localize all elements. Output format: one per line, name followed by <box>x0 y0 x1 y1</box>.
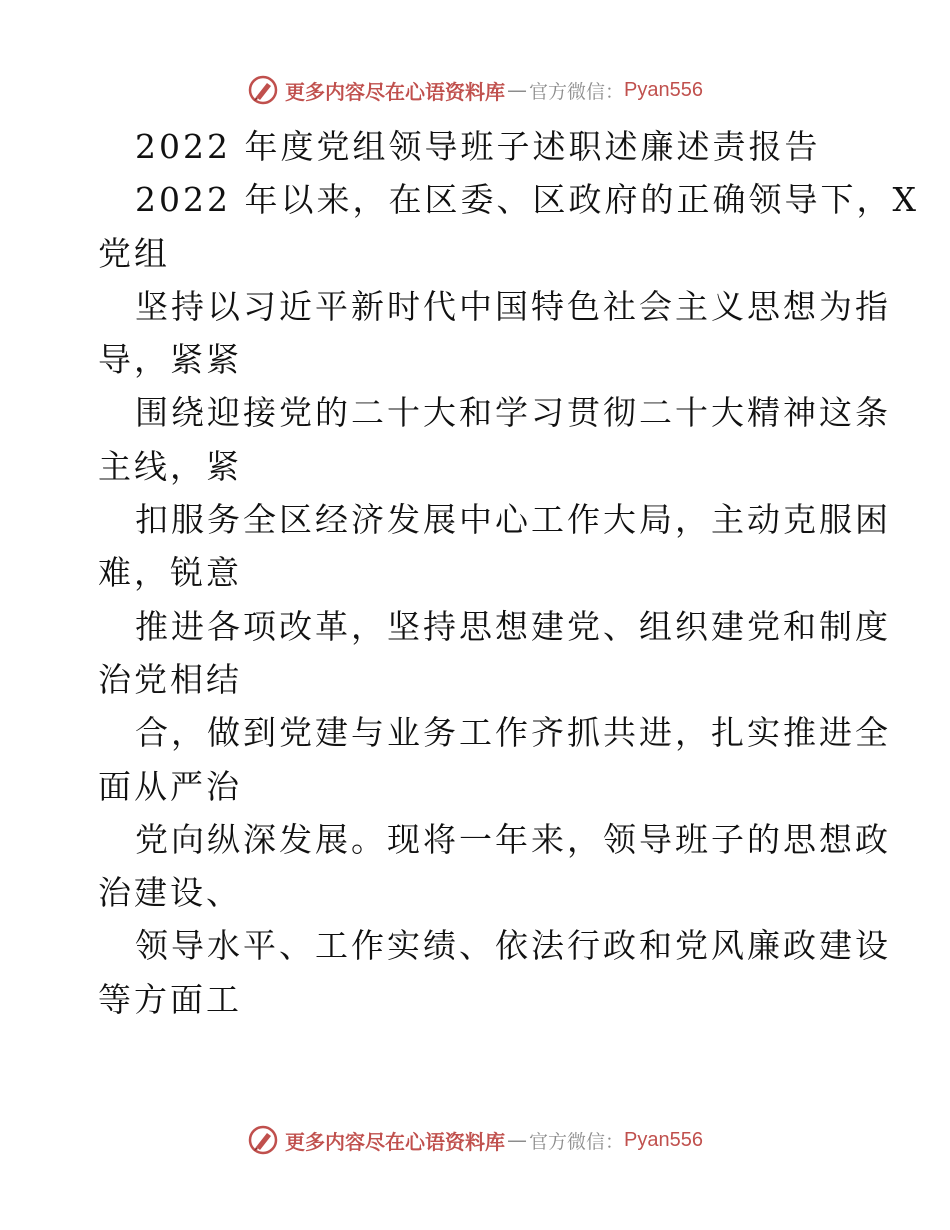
banner-main-text: 更多内容尽在心语资料库 <box>285 1129 505 1154</box>
text-line: 面从严治 <box>98 766 242 806</box>
banner-wechat-id: Pyan556 <box>624 78 703 101</box>
footer-watermark-banner <box>0 1120 950 1160</box>
text-line: 治建设、 <box>98 873 242 913</box>
pen-logo-icon <box>247 1124 279 1156</box>
text-line: 扣服务全区经济发展中心工作大局，主动克服困 <box>135 500 891 540</box>
document-title: 2022 年度党组领导班子述职述廉述责报告 <box>135 127 821 166</box>
text-line: 2022 年以来，在区委、区政府的正确领导下，X <box>135 180 919 220</box>
banner-wechat-label: 官方微信： <box>529 1130 625 1153</box>
text-line: 党组 <box>98 233 170 273</box>
banner-dash: — <box>507 78 527 102</box>
text-line: 坚持以习近平新时代中国特色社会主义思想为指 <box>135 286 891 326</box>
text-line: 推进各项改革，坚持思想建党、组织建党和制度 <box>135 606 891 646</box>
banner-wechat-label: 官方微信： <box>529 80 625 103</box>
header-watermark-banner <box>0 70 950 110</box>
pen-logo-icon <box>247 74 279 106</box>
text-line: 导，紧紧 <box>98 340 242 380</box>
text-line: 党向纵深发展。现将一年来，领导班子的思想政 <box>135 819 891 859</box>
document-body <box>98 120 919 1026</box>
text-line: 等方面工 <box>98 979 242 1019</box>
text-line: 合，做到党建与业务工作齐抓共进，扎实推进全 <box>135 713 891 753</box>
banner-wechat-id: Pyan556 <box>624 1128 703 1151</box>
text-line: 围绕迎接党的二十大和学习贯彻二十大精神这条 <box>135 393 891 433</box>
text-line: 治党相结 <box>98 659 242 699</box>
text-line: 主线，紧 <box>98 446 242 486</box>
banner-main-text: 更多内容尽在心语资料库 <box>285 79 505 104</box>
text-line: 难，锐意 <box>98 553 242 593</box>
banner-dash: — <box>507 1128 527 1152</box>
text-line: 领导水平、工作实绩、依法行政和党风廉政建设 <box>135 926 891 966</box>
